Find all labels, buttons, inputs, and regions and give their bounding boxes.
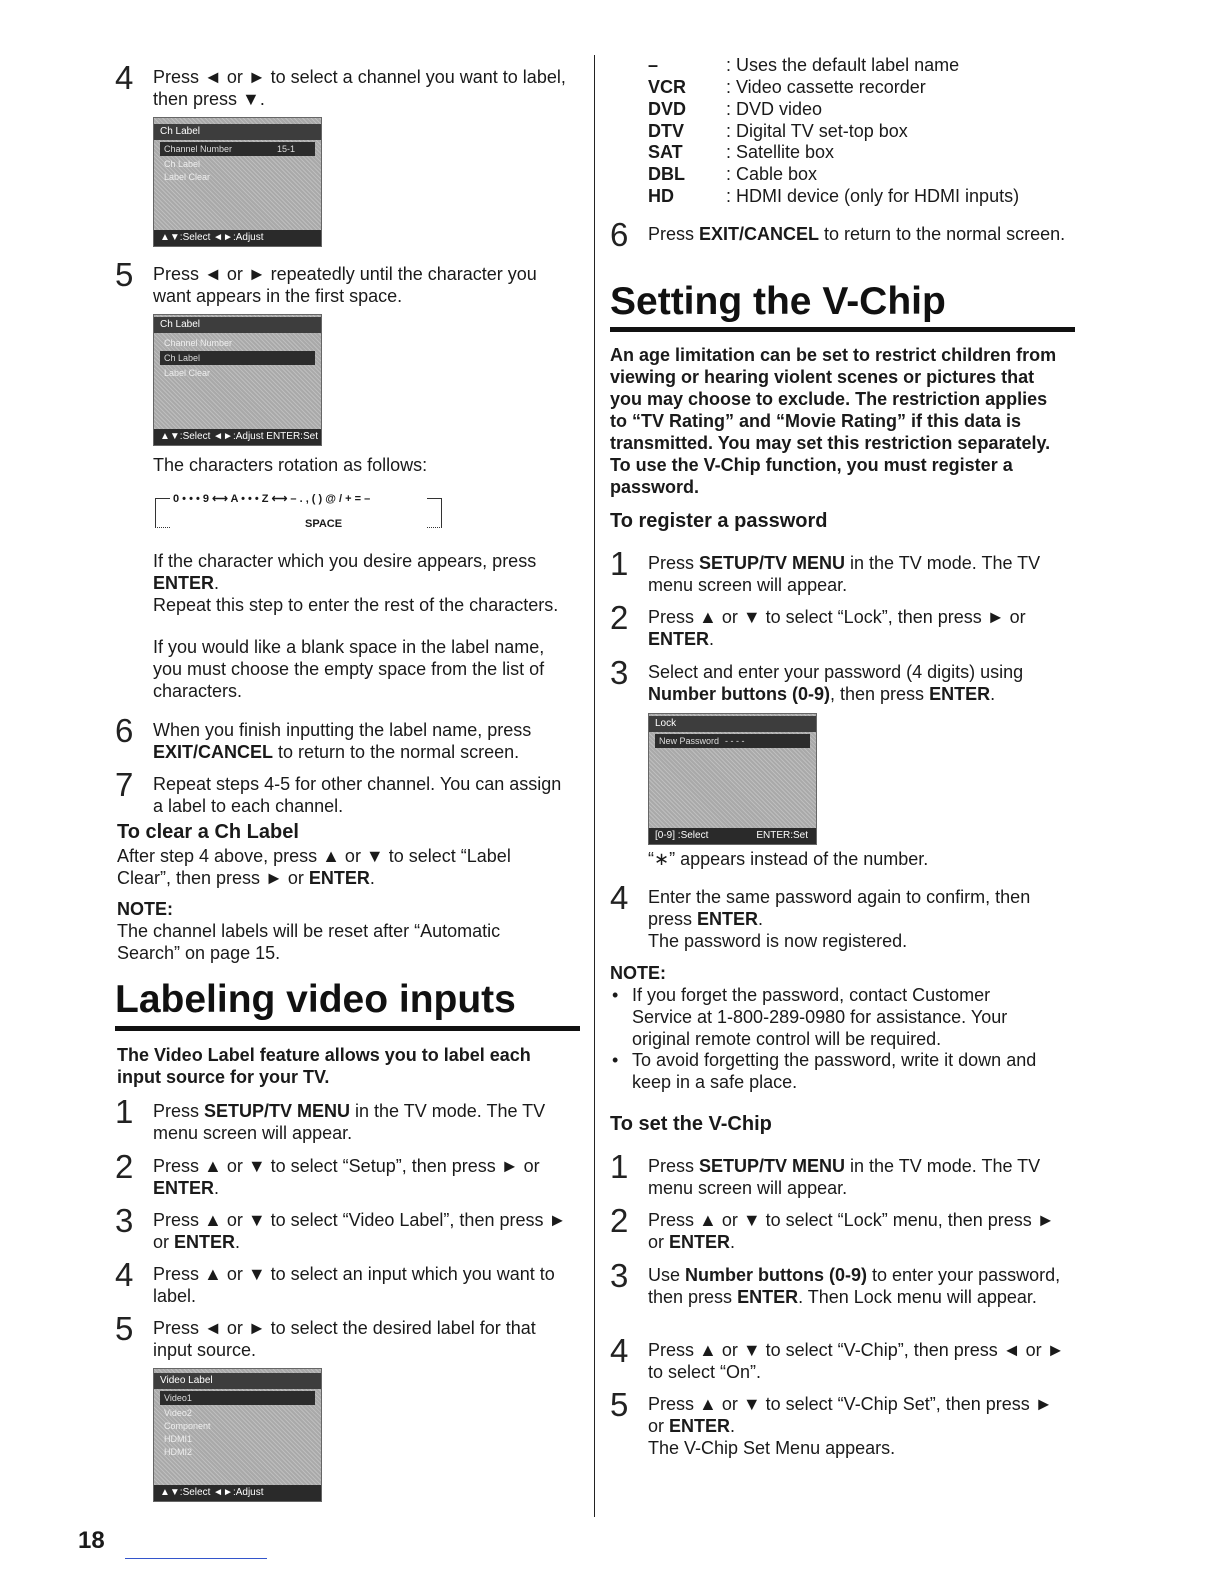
code: – bbox=[648, 55, 659, 75]
step-text: Repeat steps 4-5 for other channel. You can assign a label to each channel. bbox=[153, 774, 562, 816]
star-note: “∗” appears instead of the number. bbox=[648, 849, 929, 869]
video-label-screen bbox=[153, 1368, 322, 1502]
screen-row-selected bbox=[655, 734, 810, 748]
register-password-heading: To register a password bbox=[610, 510, 828, 532]
step-text: Press EXIT/CANCEL to return to the normal screen. bbox=[648, 224, 1066, 244]
step-text: Press ▲ or ▼ to select “Lock” menu, then press ► or ENTER. bbox=[648, 1210, 1055, 1252]
screen-footer: ▲▼:Select ◄►:Adjust bbox=[154, 230, 321, 246]
code-desc: : DVD video bbox=[726, 99, 823, 119]
screen-row: HDMI2 bbox=[164, 1447, 193, 1457]
rotation-sequence: 0 • • • 9 ⟷ A • • • Z ⟷ – . , ( ) @ / + = – bbox=[173, 493, 371, 505]
screen-title: Video Label bbox=[154, 1373, 321, 1389]
screen-row: Ch Label bbox=[164, 159, 201, 169]
screen-row: Label Clear bbox=[164, 172, 211, 182]
step-number: 6 bbox=[115, 712, 134, 749]
step-number: 5 bbox=[610, 1386, 629, 1423]
section-title-labeling: Labeling video inputs bbox=[115, 978, 516, 1021]
section-title-vchip: Setting the V-Chip bbox=[610, 280, 946, 323]
step-text: Press ▲ or ▼ to select “V-Chip”, then press ◄ or ► to select “On”. bbox=[648, 1340, 1065, 1382]
clear-label-text: After step 4 above, press ▲ or ▼ to select “Label Clear”, then press ► or ENTER. bbox=[117, 846, 511, 888]
step-number: 3 bbox=[115, 1202, 134, 1239]
text: If the character which you desire appears, press bbox=[153, 551, 537, 571]
step-text: Press SETUP/TV MENU in the TV mode. The TV menu screen will appear. bbox=[648, 1156, 1041, 1198]
rotation-bracket bbox=[427, 498, 442, 528]
page-number: 18 bbox=[78, 1527, 105, 1554]
step-text: Press SETUP/TV MENU in the TV mode. The TV menu screen will appear. bbox=[153, 1101, 546, 1143]
rotation-intro: The characters rotation as follows: bbox=[153, 455, 428, 475]
enter-key-label: ENTER bbox=[153, 573, 215, 593]
step-text: Press ◄ or ► to select the desired label for that input source. bbox=[153, 1318, 536, 1360]
step-text: Press ▲ or ▼ to select “V-Chip Set”, then press ► or ENTER. The V-Chip Set Menu appears. bbox=[648, 1394, 1053, 1458]
code-desc: : Digital TV set-top box bbox=[726, 121, 908, 141]
step-text: Press ▲ or ▼ to select “Video Label”, then press ► or ENTER. bbox=[153, 1210, 567, 1252]
screen-footer: ▲▼:Select ◄►:Adjust bbox=[154, 1485, 321, 1501]
step-text: Press ▲ or ▼ to select an input which you want to label. bbox=[153, 1264, 555, 1306]
screen-row-value: 15-1 bbox=[276, 144, 295, 154]
screen-row-label: Channel Number bbox=[164, 144, 233, 154]
screen-title: Ch Label bbox=[154, 124, 321, 140]
step-number: 4 bbox=[610, 1332, 629, 1369]
screen-row-label: New Password bbox=[659, 736, 720, 746]
code: DVD bbox=[648, 99, 687, 119]
code: SAT bbox=[648, 142, 683, 162]
screen-title: Lock bbox=[649, 716, 816, 732]
step-number: 3 bbox=[610, 1257, 629, 1294]
blank-space-instruction: If you would like a blank space in the label name, you must choose the empty space from the list of characters. bbox=[153, 637, 545, 701]
code-desc: : Cable box bbox=[726, 164, 818, 184]
repeat-instruction: Repeat this step to enter the rest of the characters. bbox=[153, 595, 559, 615]
screen-row: Channel Number bbox=[164, 338, 233, 348]
note-text: The channel labels will be reset after “Automatic Search” on page 15. bbox=[117, 921, 501, 963]
code-desc: : Uses the default label name bbox=[726, 55, 960, 75]
column-divider bbox=[594, 55, 595, 1517]
screen-title: Ch Label bbox=[154, 317, 321, 333]
code-desc: : Satellite box bbox=[726, 142, 835, 162]
step-text: Press ▲ or ▼ to select “Lock”, then press ► or ENTER. bbox=[648, 607, 1026, 649]
code: DTV bbox=[648, 121, 684, 141]
section-intro: The Video Label feature allows you to label each input source for your TV. bbox=[117, 1045, 531, 1087]
step-number: 2 bbox=[610, 1202, 629, 1239]
step-text: Press SETUP/TV MENU in the TV mode. The TV menu screen will appear. bbox=[648, 553, 1041, 595]
text: . bbox=[214, 573, 220, 593]
ch-label-screen-2 bbox=[153, 314, 322, 446]
step-number: 3 bbox=[610, 654, 629, 691]
enter-instruction bbox=[153, 550, 578, 594]
step-text: Press ◄ or ► repeatedly until the character you want appears in the first space. bbox=[153, 264, 537, 306]
step-number: 2 bbox=[610, 599, 629, 636]
clear-label-heading: To clear a Ch Label bbox=[117, 821, 299, 843]
screen-row-selected: Video1 bbox=[160, 1391, 315, 1405]
step-text: Select and enter your password (4 digits) using Number buttons (0-9), then press ENTER. bbox=[648, 662, 1024, 704]
section-rule bbox=[610, 327, 1075, 332]
section-rule bbox=[115, 1026, 580, 1031]
screen-row: Video2 bbox=[164, 1408, 192, 1418]
code: DBL bbox=[648, 164, 685, 184]
step-number: 2 bbox=[115, 1148, 134, 1185]
vchip-intro: An age limitation can be set to restrict children from viewing or hearing violent scenes or pictures that you may choose to exclude. The restriction applies to “TV Rating” and “Movie Rating” if this data is transmitted. You may set this restriction separately. To use the V-Chip function, you must register a password. bbox=[610, 345, 1057, 497]
screen-row-value: - - - - bbox=[725, 736, 745, 746]
screen-row: HDMI1 bbox=[164, 1434, 193, 1444]
bullet-dot: • bbox=[612, 1050, 619, 1070]
character-rotation-diagram bbox=[155, 492, 455, 532]
step-number: 4 bbox=[115, 1256, 134, 1293]
ch-label-screen bbox=[153, 117, 322, 247]
set-vchip-heading: To set the V-Chip bbox=[610, 1113, 772, 1135]
step-text: Press ▲ or ▼ to select “Setup”, then press ► or ENTER. bbox=[153, 1156, 540, 1198]
screen-footer: [0-9] :Select ENTER:Set bbox=[649, 828, 816, 844]
note-label: NOTE: bbox=[117, 899, 173, 919]
step-number: 5 bbox=[115, 1310, 134, 1347]
step-number: 1 bbox=[610, 545, 629, 582]
step-number: 6 bbox=[610, 216, 629, 253]
footer-line bbox=[125, 1558, 267, 1559]
bullet-dot: • bbox=[612, 985, 619, 1005]
note-label: NOTE: bbox=[610, 963, 666, 983]
step-number: 1 bbox=[115, 1093, 134, 1130]
code-desc: : Video cassette recorder bbox=[726, 77, 926, 97]
screen-row: Component bbox=[164, 1421, 211, 1431]
rotation-bracket bbox=[155, 498, 170, 528]
step-number: 7 bbox=[115, 766, 134, 803]
bullet-text: If you forget the password, contact Customer Service at 1-800-289-0980 for assistance. Your original remote control will be required. bbox=[632, 985, 1008, 1049]
step-text: Use Number buttons (0-9) to enter your password, then press ENTER. Then Lock menu will appear. bbox=[648, 1265, 1061, 1307]
step-text: When you finish inputting the label name, press EXIT/CANCEL to return to the normal screen. bbox=[153, 720, 532, 762]
code: HD bbox=[648, 186, 674, 206]
step-text: Enter the same password again to confirm, then press ENTER. The password is now registered. bbox=[648, 887, 1031, 951]
code: VCR bbox=[648, 77, 687, 97]
rotation-space: SPACE bbox=[305, 518, 343, 530]
step-number: 4 bbox=[610, 879, 629, 916]
screen-row-selected: Ch Label bbox=[160, 351, 315, 365]
screen-footer: ▲▼:Select ◄►:Adjust ENTER:Set bbox=[154, 429, 321, 445]
bullet-text: To avoid forgetting the password, write it down and keep in a safe place. bbox=[632, 1050, 1037, 1092]
lock-password-screen bbox=[648, 713, 817, 845]
screen-row: Label Clear bbox=[164, 368, 211, 378]
step-number: 5 bbox=[115, 256, 134, 293]
screen-row-selected bbox=[160, 142, 315, 156]
step-text: Press ◄ or ► to select a channel you want to label, then press ▼. bbox=[153, 67, 566, 109]
code-desc: : HDMI device (only for HDMI inputs) bbox=[726, 186, 1020, 206]
step-number: 1 bbox=[610, 1148, 629, 1185]
step-number: 4 bbox=[115, 59, 134, 96]
